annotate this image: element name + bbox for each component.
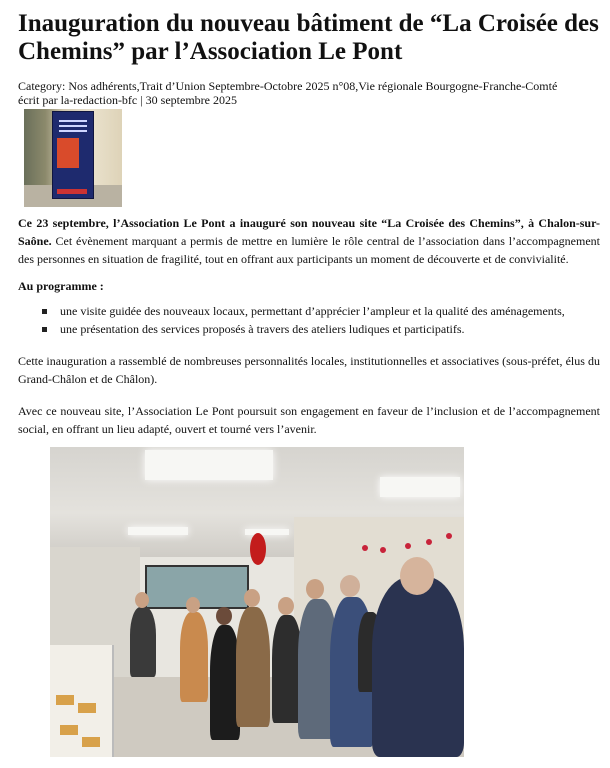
balloon bbox=[250, 533, 266, 565]
category-line bbox=[18, 79, 600, 93]
list-item: une visite guidée des nouveaux locaux, permettant d’apprécier l’ampleur et la qualité des aménagements, bbox=[42, 302, 600, 320]
main-photo[interactable] bbox=[50, 447, 464, 757]
lead-text: Cet évènement marquant a permis de mettre en lumière le rôle central de l’association dans l’accompagnement des personnes en situation de fragilité, tout en offrant aux participants un moment de découverte et de convivialité. bbox=[18, 234, 600, 266]
buffet-table bbox=[50, 645, 114, 757]
paragraph-conclusion: Avec ce nouveau site, l’Association Le Pont poursuit son engagement en faveur de l’inclusion et de l’accompagnement social, en offrant un lieu adapté, ouvert et tourné vers l’avenir. bbox=[18, 404, 600, 436]
author-label: écrit par bbox=[18, 93, 58, 107]
list-item: une présentation des services proposés à travers des ateliers ludiques et participatifs. bbox=[42, 320, 600, 338]
thumbnail-image[interactable] bbox=[24, 109, 122, 207]
article bbox=[18, 10, 600, 438]
byline-separator: | bbox=[140, 93, 143, 107]
programme-heading: Au programme : bbox=[18, 279, 104, 293]
lead-bold: Ce 23 septembre, l’Association Le Pont a inauguré son nouveau site “La Croisée des Chemins”, à Chalon-sur-Saône. bbox=[18, 216, 600, 248]
author-link[interactable]: la-redaction-bfc bbox=[60, 93, 138, 107]
category-label: Category: bbox=[18, 79, 66, 93]
roll-up-banner bbox=[52, 111, 94, 199]
article-meta bbox=[18, 79, 600, 107]
article-title: Inauguration du nouveau bâtiment de “La Croisée des Chemins” par l’Association Le Pont bbox=[18, 10, 599, 65]
lead-paragraph bbox=[18, 214, 600, 268]
programme-list bbox=[18, 302, 600, 338]
byline bbox=[18, 93, 600, 107]
paragraph-guests: Cette inauguration a rassemblé de nombreuses personnalités locales, institutionnelles et associatives (sous-préfet, élus du Grand-Châlon et de Châlon). bbox=[18, 354, 600, 386]
category-links[interactable]: Nos adhérents,Trait d’Union Septembre-Octobre 2025 n°08,Vie régionale Bourgogne-Franche-Comté bbox=[68, 79, 558, 93]
publish-date: 30 septembre 2025 bbox=[145, 93, 237, 107]
